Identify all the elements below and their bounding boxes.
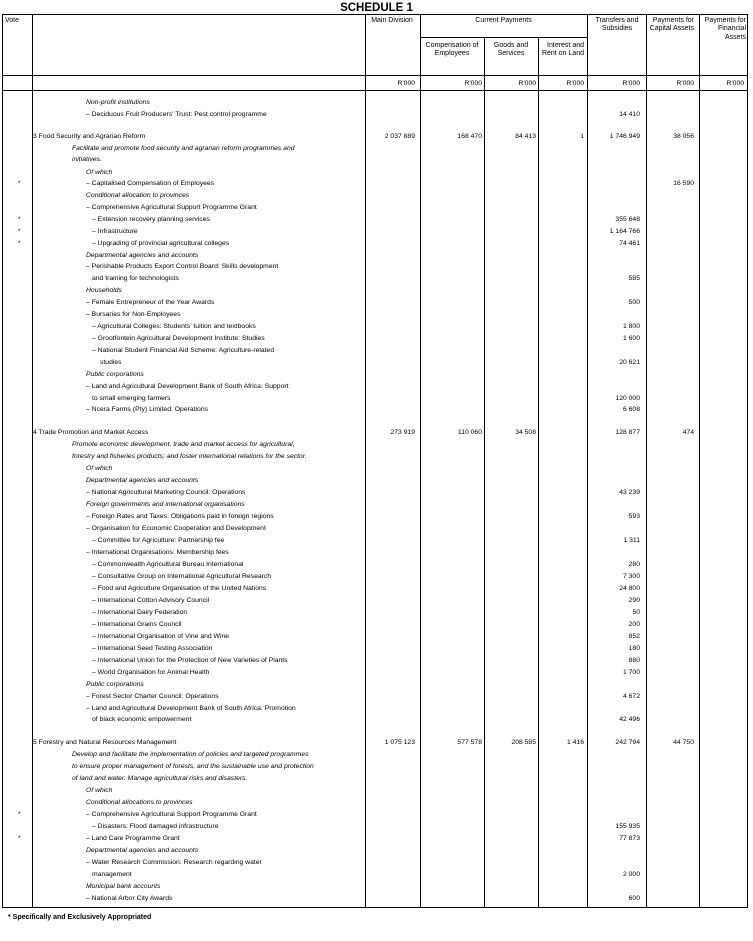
table-row bbox=[0, 357, 753, 369]
amount-cell: 585 bbox=[628, 275, 640, 282]
amount-cell: 208 585 bbox=[511, 739, 536, 746]
amount-cell: 1 600 bbox=[622, 335, 640, 342]
row-label: – International Organisation of Vine and Wine bbox=[92, 633, 230, 640]
row-label: – Deciduous Fruit Producers' Trust: Pest control programme bbox=[86, 111, 267, 118]
row-label: management bbox=[92, 871, 132, 878]
amount-cell: 24 800 bbox=[619, 585, 640, 592]
amount-cell: 20 621 bbox=[619, 359, 640, 366]
table-row bbox=[0, 404, 753, 416]
table-row bbox=[0, 321, 753, 333]
amount-cell: 1 746 949 bbox=[609, 133, 640, 140]
table-row bbox=[0, 703, 753, 715]
row-label: 5 Forestry and Natural Resources Management bbox=[33, 739, 177, 746]
amount-cell: 280 bbox=[628, 561, 640, 568]
row-label: – International Seed Testing Association bbox=[92, 645, 213, 652]
amount-cell: 1 700 bbox=[622, 669, 640, 676]
table-row bbox=[0, 607, 753, 619]
row-label: to ensure proper management of forests, and the sustainable use and protection bbox=[72, 763, 314, 770]
table-row bbox=[0, 487, 753, 499]
row-label: – Capitalised Compensation of Employees bbox=[86, 180, 215, 187]
table-row bbox=[0, 97, 753, 109]
table-row bbox=[0, 797, 753, 809]
table-row bbox=[0, 511, 753, 523]
row-label: – Perishable Products Export Control Board: Skills development bbox=[86, 263, 279, 270]
table-row bbox=[0, 714, 753, 726]
row-label: – International Organisations: Membership fees bbox=[86, 549, 229, 556]
table-row bbox=[0, 571, 753, 583]
header-transfers: Transfers and Subsidies bbox=[595, 17, 639, 33]
amount-cell: 16 590 bbox=[673, 180, 694, 187]
amount-cell: 110 060 bbox=[457, 429, 482, 436]
row-label: – Infrastructure bbox=[92, 228, 138, 235]
header-main-division: Main Division bbox=[371, 17, 413, 24]
table-row bbox=[0, 785, 753, 797]
table-row bbox=[0, 167, 753, 179]
table-row bbox=[0, 154, 753, 166]
table-row bbox=[0, 143, 753, 155]
amount-cell: 1 075 123 bbox=[384, 739, 415, 746]
amount-cell: 1 bbox=[580, 133, 584, 140]
appropriation-asterisk: * bbox=[18, 240, 21, 247]
amount-cell: 1 416 bbox=[566, 739, 584, 746]
row-label: – Land and Agricultural Development Bank of South Africa: Support bbox=[86, 383, 289, 390]
row-label: – Commonwealth Agricultural Bureau International bbox=[92, 561, 244, 568]
table-row bbox=[0, 869, 753, 881]
row-label: – Committee for Agriculture: Partnership fee bbox=[92, 537, 225, 544]
table-row bbox=[0, 845, 753, 857]
amount-cell: 74 461 bbox=[619, 240, 640, 247]
amount-cell: 38 056 bbox=[673, 133, 694, 140]
amount-cell: 2 000 bbox=[622, 871, 640, 878]
amount-cell: 1 311 bbox=[623, 537, 640, 544]
row-label: – Disasters: Flood damaged infrastructure bbox=[92, 823, 219, 830]
row-label: Facilitate and promote food security and agrarian reform programmes and bbox=[72, 145, 295, 152]
row-label: – Upgrading of provincial agricultural colleges bbox=[92, 240, 230, 247]
unit-label: R'000 bbox=[397, 80, 415, 87]
table-row bbox=[0, 427, 753, 439]
row-label: – Comprehensive Agricultural Support Programme Grant bbox=[86, 204, 257, 211]
table-row bbox=[0, 131, 753, 143]
table-row bbox=[0, 475, 753, 487]
table-row bbox=[0, 881, 753, 893]
row-label: – Land Care Programme Grant bbox=[86, 835, 180, 842]
row-label: Conditional allocation to provinces bbox=[86, 192, 190, 199]
table-row bbox=[0, 109, 753, 121]
header-goods: Goods and Services bbox=[493, 42, 529, 58]
row-label: – National Agricultural Marketing Council: Operations bbox=[86, 489, 246, 496]
table-row bbox=[0, 261, 753, 273]
row-label: Departmental agencies and accounts bbox=[86, 847, 199, 854]
amount-cell: 242 794 bbox=[615, 739, 640, 746]
table-row bbox=[0, 559, 753, 571]
unit-label: R'000 bbox=[464, 80, 482, 87]
table-row bbox=[0, 381, 753, 393]
row-label: – Food and Agriculture Organisation of the United Nations bbox=[92, 585, 267, 592]
table-row bbox=[0, 369, 753, 381]
row-label: Develop and facilitate the implementation of policies and targeted programmes bbox=[72, 751, 309, 758]
amount-cell: 273 919 bbox=[390, 429, 415, 436]
table-row bbox=[0, 833, 753, 845]
amount-cell: 168 470 bbox=[457, 133, 482, 140]
row-label: – National Arbor City Awards bbox=[86, 895, 173, 902]
table-row bbox=[0, 773, 753, 785]
row-label: Households bbox=[86, 287, 122, 294]
row-label: – International Union for the Protection of New Varieties of Plants bbox=[92, 657, 288, 664]
row-label: Departmental agencies and accounts bbox=[86, 252, 199, 259]
row-label: – International Cotton Advisory Council bbox=[92, 597, 210, 604]
table-row bbox=[0, 655, 753, 667]
amount-cell: 44 750 bbox=[673, 739, 694, 746]
row-label: studies bbox=[100, 359, 122, 366]
row-label: forestry and fisheries products; and foster international relations for the sector. bbox=[72, 453, 307, 460]
table-row bbox=[0, 619, 753, 631]
row-label: – Land and Agricultural Development Bank of South Africa: Promotion bbox=[86, 705, 296, 712]
amount-cell: 600 bbox=[628, 895, 640, 902]
table-row bbox=[0, 679, 753, 691]
amount-cell: 1 800 bbox=[622, 323, 640, 330]
appropriation-asterisk: * bbox=[18, 811, 21, 818]
row-label: 3 Food Security and Agrarian Reform bbox=[33, 133, 146, 140]
amount-cell: 593 bbox=[628, 513, 640, 520]
appropriation-asterisk: * bbox=[18, 180, 21, 187]
table-row bbox=[0, 523, 753, 535]
row-label: Municipal bank accounts bbox=[86, 883, 161, 890]
amount-cell: 7 300 bbox=[622, 573, 640, 580]
amount-cell: 355 648 bbox=[615, 216, 640, 223]
table-row bbox=[0, 737, 753, 749]
table-row bbox=[0, 691, 753, 703]
amount-cell: 120 000 bbox=[615, 395, 640, 402]
amount-cell: 290 bbox=[628, 597, 640, 604]
table-row bbox=[0, 535, 753, 547]
row-label: – International Dairy Federation bbox=[92, 609, 188, 616]
row-label: Of which bbox=[86, 169, 113, 176]
amount-cell: 200 bbox=[628, 621, 640, 628]
table-row bbox=[0, 238, 753, 250]
table-row bbox=[0, 451, 753, 463]
row-label: – National Student Financial Aid Scheme: Agriculture-related bbox=[92, 347, 275, 354]
row-label: – Extension recovery planning services bbox=[92, 216, 210, 223]
unit-label: R'000 bbox=[566, 80, 584, 87]
table-row bbox=[0, 178, 753, 190]
table-row bbox=[0, 439, 753, 451]
unit-label: R'000 bbox=[676, 80, 694, 87]
table-row bbox=[0, 333, 753, 345]
amount-cell: 6 608 bbox=[622, 406, 640, 413]
appropriation-asterisk: * bbox=[18, 216, 21, 223]
table-row bbox=[0, 309, 753, 321]
amount-cell: 852 bbox=[628, 633, 640, 640]
amount-cell: 577 578 bbox=[457, 739, 482, 746]
table-row bbox=[0, 499, 753, 511]
row-label: – Organisation for Economic Cooperation and Development bbox=[86, 525, 266, 532]
table-row bbox=[0, 809, 753, 821]
row-label: Of which bbox=[86, 787, 113, 794]
table-row bbox=[0, 393, 753, 405]
amount-cell: 180 bbox=[628, 645, 640, 652]
table-row bbox=[0, 547, 753, 559]
table-row bbox=[0, 214, 753, 226]
amount-cell: 500 bbox=[628, 299, 640, 306]
row-label: of black economic empowerment bbox=[92, 716, 192, 723]
row-label: – Water Research Commission: Research regarding water bbox=[86, 859, 262, 866]
row-label: 4 Trade Promotion and Market Access bbox=[33, 429, 149, 436]
row-label: Non-profit institutions bbox=[86, 99, 150, 106]
amount-cell: 155 935 bbox=[615, 823, 640, 830]
table-row bbox=[0, 749, 753, 761]
header-capital: Payments for Capital Assets bbox=[649, 17, 694, 33]
unit-label: R'000 bbox=[726, 80, 744, 87]
row-label: – Agricultural Colleges: Students' tuition and textbooks bbox=[92, 323, 256, 330]
table-row bbox=[0, 857, 753, 869]
schedule-title: SCHEDULE 1 bbox=[340, 2, 413, 14]
table-row bbox=[0, 595, 753, 607]
table-row bbox=[0, 297, 753, 309]
amount-cell: 474 bbox=[682, 429, 694, 436]
amount-cell: 4 672 bbox=[622, 693, 640, 700]
unit-label: R'000 bbox=[622, 80, 640, 87]
row-label: Of which bbox=[86, 465, 113, 472]
row-label: – Forest Sector Charter Council: Operations bbox=[86, 693, 219, 700]
row-label: – Comprehensive Agricultural Support Programme Grant bbox=[86, 811, 257, 818]
amount-cell: 34 508 bbox=[515, 429, 536, 436]
table-row bbox=[0, 761, 753, 773]
row-label: of land and water. Manage agricultural risks and disasters. bbox=[72, 775, 248, 782]
appropriation-asterisk: * bbox=[18, 835, 21, 842]
table-row bbox=[0, 273, 753, 285]
row-label: Public corporations bbox=[86, 371, 144, 378]
row-label: – World Organisation for Animal Health bbox=[92, 669, 210, 676]
table-row bbox=[0, 250, 753, 262]
row-label: – Female Entrepreneur of the Year Awards bbox=[86, 299, 215, 306]
row-label: Departmental agencies and accounts bbox=[86, 477, 199, 484]
footnote: * Specifically and Exclusively Appropriated bbox=[8, 914, 152, 921]
amount-cell: 77 873 bbox=[619, 835, 640, 842]
table-row bbox=[0, 643, 753, 655]
header-vote: Vote bbox=[5, 17, 20, 24]
row-label: Conditional allocations to provinces bbox=[86, 799, 193, 806]
table-row bbox=[0, 583, 753, 595]
table-row bbox=[0, 285, 753, 297]
header-current-payments: Current Payments bbox=[475, 17, 532, 24]
table-row bbox=[0, 190, 753, 202]
table-row bbox=[0, 463, 753, 475]
table-row bbox=[0, 667, 753, 679]
amount-cell: 84 413 bbox=[515, 133, 536, 140]
row-label: Public corporations bbox=[86, 681, 144, 688]
table-row bbox=[0, 821, 753, 833]
amount-cell: 880 bbox=[628, 657, 640, 664]
amount-cell: 128 877 bbox=[615, 429, 640, 436]
table-row bbox=[0, 202, 753, 214]
row-label: and training for technologists bbox=[92, 275, 179, 282]
table-row bbox=[0, 893, 753, 905]
row-label: – Grootfontein Agricultural Development Institute: Studies bbox=[92, 335, 265, 342]
amount-cell: 43 239 bbox=[619, 489, 640, 496]
row-label: Foreign governments and international organisations bbox=[86, 501, 245, 508]
amount-cell: 1 164 766 bbox=[609, 228, 640, 235]
row-label: – Foreign Rates and Taxes: Obligations paid in foreign regions bbox=[86, 513, 274, 520]
unit-label: R'000 bbox=[518, 80, 536, 87]
amount-cell: 14 410 bbox=[619, 111, 640, 118]
header-financial: Payments for Financial Assets bbox=[704, 17, 746, 41]
header-interest: Interest and Rent on Land bbox=[541, 42, 584, 58]
amount-cell: 2 037 889 bbox=[384, 133, 415, 140]
row-label: – Ncera Farms (Pty) Limited: Operations bbox=[86, 406, 209, 413]
amount-cell: 42 496 bbox=[619, 716, 640, 723]
row-label: – International Grains Council bbox=[92, 621, 182, 628]
appropriation-asterisk: * bbox=[18, 228, 21, 235]
row-label: – Bursaries for Non-Employees bbox=[86, 311, 181, 318]
row-label: Promote economic development, trade and market access for agricultural, bbox=[72, 441, 295, 448]
table-row bbox=[0, 345, 753, 357]
table-row bbox=[0, 631, 753, 643]
row-label: – Consultative Group on International Agricultural Research bbox=[92, 573, 272, 580]
row-label: to small emerging farmers bbox=[92, 395, 171, 402]
amount-cell: 50 bbox=[632, 609, 640, 616]
table-row bbox=[0, 226, 753, 238]
header-compensation: Compensation of Employees bbox=[425, 42, 479, 58]
row-label: initiatives. bbox=[72, 156, 102, 163]
